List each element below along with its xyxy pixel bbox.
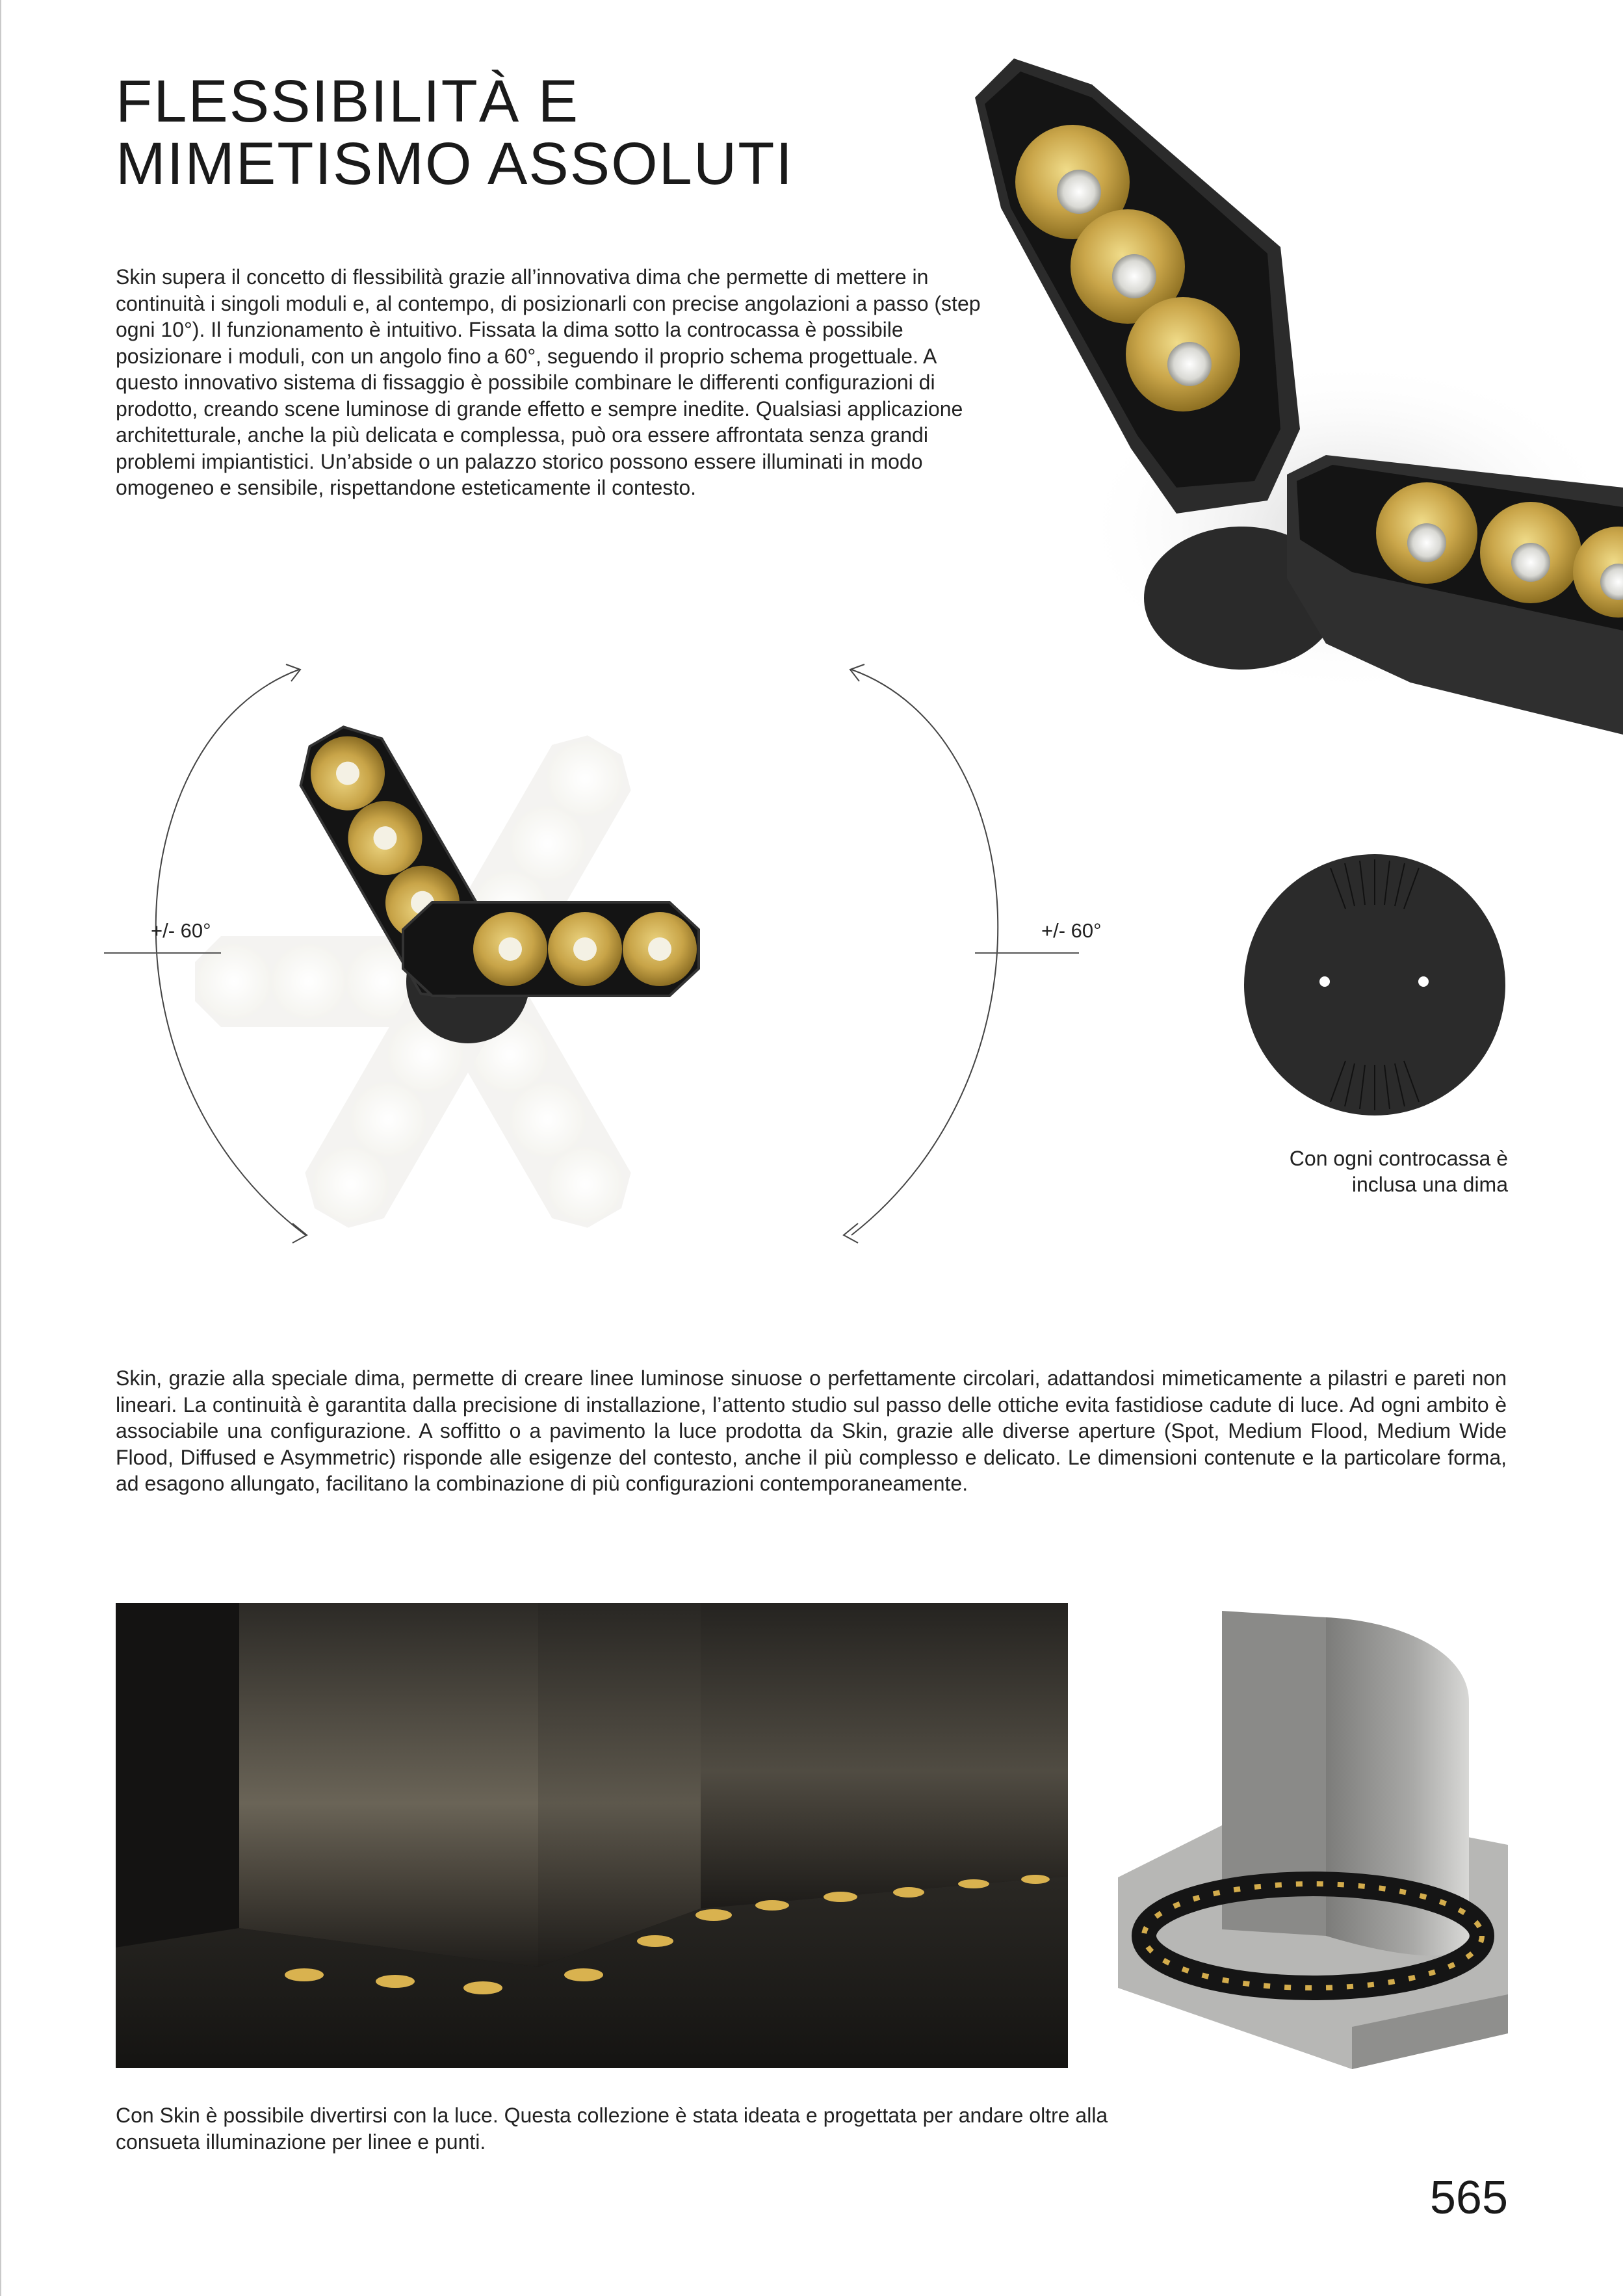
dima-caption-line-1: Con ogni controcassa è — [1289, 1147, 1508, 1170]
bottom-caption: Con Skin è possibile divertirsi con la luce. Questa collezione è stata ideata e progettata per andare oltre alla consueta illuminazione per linee e punti. — [116, 2104, 1108, 2154]
left-angle-label: +/- 60° — [151, 919, 211, 942]
right-angle-label: +/- 60° — [1041, 919, 1102, 942]
dima-caption-line-2: inclusa una dima — [1351, 1173, 1508, 1196]
right-arc-bottom-arrow — [844, 1223, 858, 1243]
hero-fixture-upper — [975, 59, 1300, 514]
diagram-fixture-horizontal — [403, 902, 699, 996]
intro-paragraph: Skin supera il concetto di flessibilità grazie all’innovativa dima che permette di mettere in continuità i singoli moduli e, al contempo, di posizionarli con precise angolazioni a passo (step ogni 10°). Il funzionamento è intuitivo. Fissata la dima sotto la controcassa è possibile posizionare i moduli, con un angolo fino a 60°, seguendo il proprio schema progettuale. A questo innovativo sistema di fissaggio è possibile combinare le differenti configurazioni di prodotto, creando scene luminose di grande effetto e sempre inedite. Qualsiasi applicazione architetturale, anche la più delicata e complessa, può ora essere affrontata senza grandi problemi impiantistici. Un’abside o un palazzo storico possono essere illuminati in modo omogeneo e sensibile, rispettandone esteticamente il contesto. — [116, 265, 981, 499]
body-paragraph: Skin, grazie alla speciale dima, permette di creare linee luminose sinuose o perfettamente circolari, adattandosi mimeticamente a pilastri e pareti non lineari. La continuità è garantita dalla precisione di installazione, l’attento studio sul passo delle ottiche evita fastidiose cadute di luce. Ad ogni ambito è associabile una configurazione. A soffitto o a pavimento la luce prodotta da Skin, grazie alle diverse aperture (Spot, Medium Flood, Medium Wide Flood, Diffused e Asymmetric) risponde alle esigenze del contesto, anche il più complesso e delicato. Le dimensioni contenute e la particolare forma, ad esagono allungato, facilitano la combinazione di più configurazioni contemporaneamente. — [116, 1366, 1507, 1495]
column-ring-photo — [1118, 1611, 1508, 2069]
title-line-2: MIMETISMO ASSOLUTI — [116, 131, 794, 197]
page-edge — [0, 0, 1, 2296]
wall-lighting-photo — [116, 1603, 1068, 2068]
page-title — [116, 70, 794, 195]
left-arc-top-arrow — [286, 664, 300, 681]
title-line-1: FLESSIBILITÀ E — [116, 68, 580, 135]
dima-template-disc — [1243, 853, 1507, 1117]
page-number: 565 — [1429, 2172, 1508, 2224]
right-arc-top-arrow — [850, 664, 864, 681]
rotation-diagram — [104, 618, 1118, 1287]
dima-caption — [1222, 1145, 1508, 1197]
